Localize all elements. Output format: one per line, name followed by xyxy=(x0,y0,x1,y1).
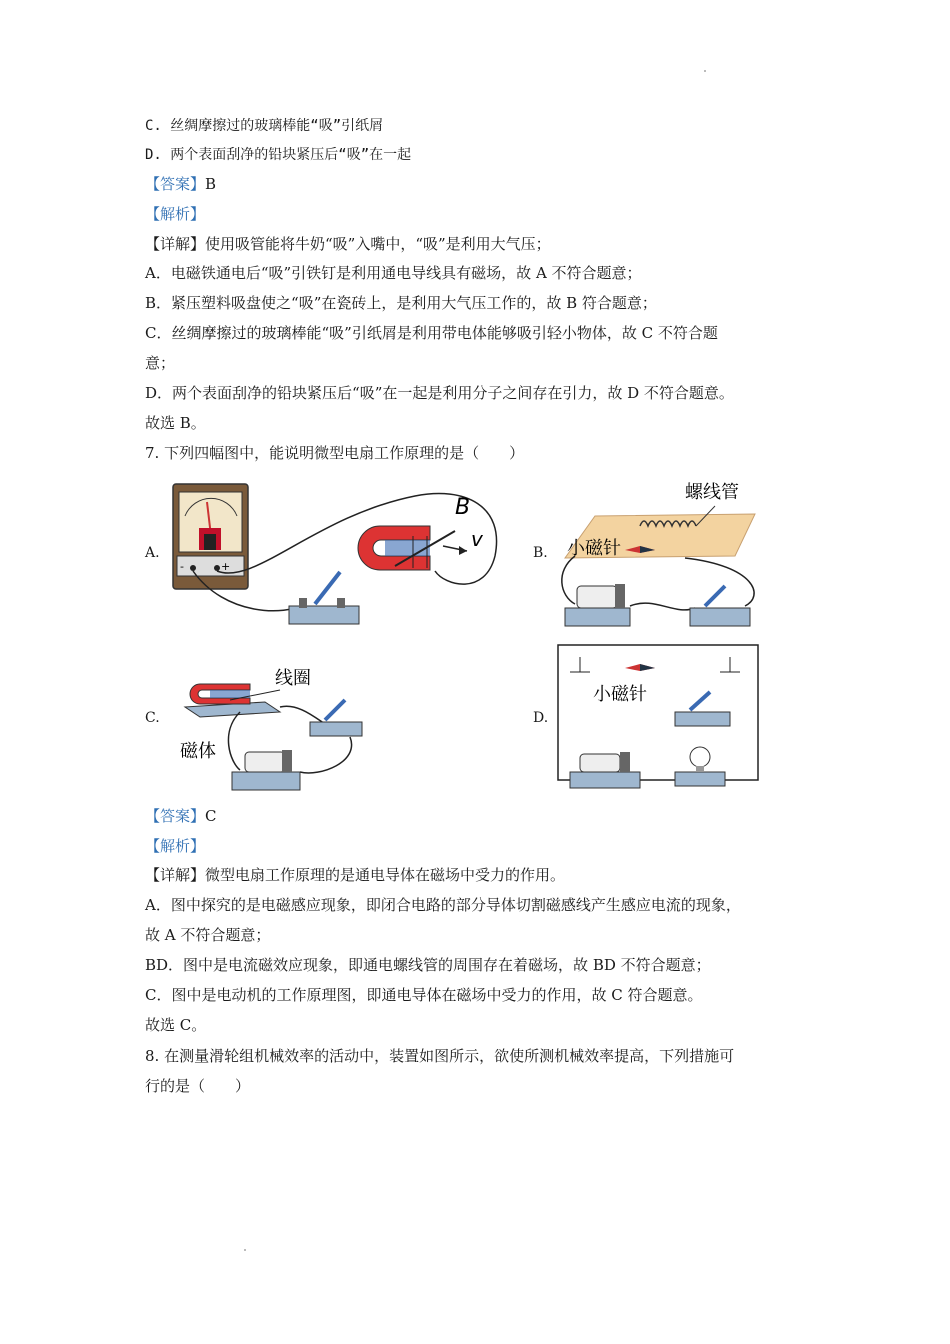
q7-conclusion: 故选 C。 xyxy=(145,1016,207,1034)
figure-d-oersted xyxy=(555,642,770,792)
switch-icon xyxy=(310,700,362,736)
answer-tag: 答案 xyxy=(160,807,191,825)
q7-explain-a: A．图中探究的是电磁感应现象，即闭合电路的部分导体切割磁感线产生感应电流的现象， xyxy=(145,896,741,914)
magnet-label: 磁体 xyxy=(180,741,216,762)
page-dot-bottom xyxy=(244,1249,246,1251)
analysis-tag: 解析 xyxy=(160,837,191,855)
fig-d-label: D. xyxy=(533,710,549,726)
battery-icon xyxy=(232,750,300,790)
solenoid-label: 螺线管 xyxy=(685,482,739,503)
analysis-open-bracket: 【 xyxy=(145,837,161,855)
battery-icon xyxy=(570,752,640,788)
velocity-label-v: v xyxy=(471,527,483,551)
q7-explain-c: C．图中是电动机的工作原理图，即通电导体在磁场中受力的作用，故 C 符合题意。 xyxy=(145,986,703,1004)
answer-open-bracket: 【 xyxy=(145,807,161,825)
answer-tag: 答案 xyxy=(160,175,191,193)
answer-open-bracket: 【 xyxy=(145,175,161,193)
q6-explain-a: A．电磁铁通电后“吸”引铁钉是利用通电导线具有磁场，故 A 不符合题意； xyxy=(145,264,642,282)
q6-explain-c: C．丝绸摩擦过的玻璃棒能“吸”引纸屑是利用带电体能够吸引轻小物体，故 C 不符合题 xyxy=(145,324,718,342)
switch-icon xyxy=(675,692,730,726)
svg-text:+: + xyxy=(221,560,231,573)
q6-explain-b: B．紧压塑料吸盘使之“吸”在瓷砖上，是利用大气压工作的，故 B 符合题意； xyxy=(145,294,657,312)
needle-label: 小磁针 xyxy=(567,538,621,559)
q6-analysis xyxy=(145,204,205,224)
q7-stem: 7. 下列四幅图中，能说明微型电扇工作原理的是（ ） xyxy=(145,444,525,462)
q6-explain-d: D．两个表面刮净的铅块紧压后“吸”在一起是利用分子之间存在引力，故 D 不符合题意。 xyxy=(145,384,734,402)
fig-a-label: A. xyxy=(145,545,160,561)
switch-icon xyxy=(690,586,750,626)
q8-stem-cont: 行的是（ ） xyxy=(145,1077,251,1095)
fig-b-label: B. xyxy=(533,545,548,561)
field-label-b: B xyxy=(455,495,471,520)
switch-icon xyxy=(289,572,359,624)
galvanometer-icon xyxy=(173,484,248,589)
analysis-open-bracket: 【 xyxy=(145,205,161,223)
battery-icon xyxy=(565,584,630,626)
answer-close-bracket: 】 xyxy=(190,175,206,193)
coil-label: 线圈 xyxy=(275,668,311,689)
fig-c-label: C. xyxy=(145,710,160,726)
page-dot-top xyxy=(704,70,706,72)
figure-b-solenoid xyxy=(555,476,770,631)
q7-analysis xyxy=(145,836,205,856)
q6-detail: 【详解】使用吸管能将牛奶“吸”入嘴中，“吸”是利用大气压； xyxy=(145,235,551,253)
q7-detail: 【详解】微型电扇工作原理的是通电导体在磁场中受力的作用。 xyxy=(145,866,566,884)
analysis-tag: 解析 xyxy=(160,205,191,223)
option-c: C. 丝绸摩擦过的玻璃棒能“吸”引纸屑 xyxy=(145,118,384,134)
option-d: D. 两个表面刮净的铅块紧压后“吸”在一起 xyxy=(145,147,412,163)
analysis-close-bracket: 】 xyxy=(190,837,206,855)
lamp-icon xyxy=(675,747,725,786)
figure-a-induction xyxy=(165,476,515,631)
needle-label: 小磁针 xyxy=(593,684,647,705)
answer-value: B xyxy=(205,175,217,193)
analysis-close-bracket: 】 xyxy=(190,205,206,223)
answer-close-bracket: 】 xyxy=(190,807,206,825)
svg-text:-: - xyxy=(180,560,184,573)
q7-explain-bd: BD．图中是电流磁效应现象，即通电螺线管的周围存在着磁场，故 BD 不符合题意； xyxy=(145,956,711,974)
q6-conclusion: 故选 B。 xyxy=(145,414,206,432)
q8-stem: 8. 在测量滑轮组机械效率的活动中，装置如图所示，欲使所测机械效率提高，下列措施可 xyxy=(145,1047,735,1065)
answer-value: C xyxy=(205,807,217,825)
q7-explain-a-cont: 故 A 不符合题意； xyxy=(145,926,271,944)
q7-answer xyxy=(145,806,217,826)
u-magnet-icon xyxy=(358,526,467,570)
q6-explain-c-cont: 意； xyxy=(145,354,176,372)
figure-c-motor xyxy=(170,662,370,792)
q6-answer xyxy=(145,174,216,194)
